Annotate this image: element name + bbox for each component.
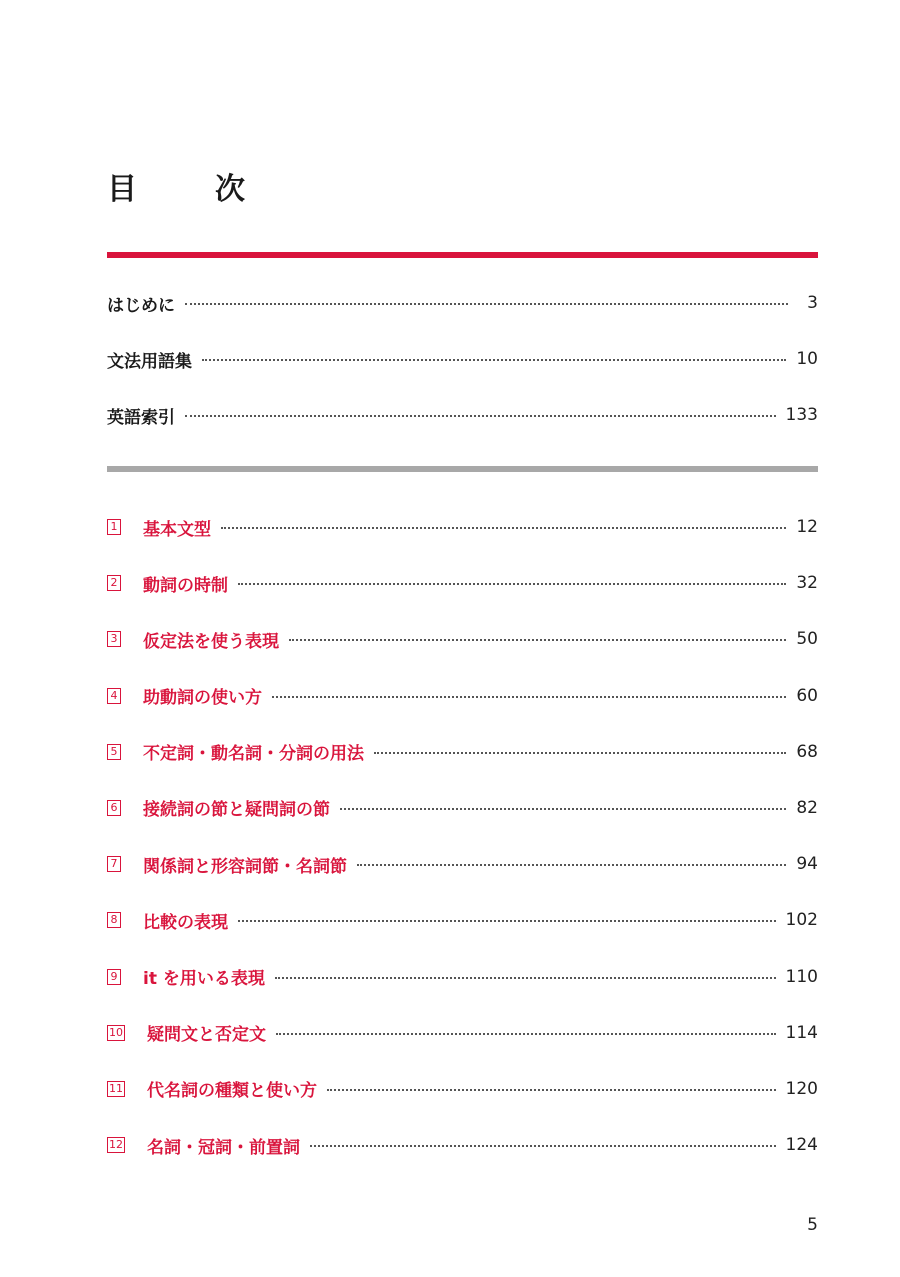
toc-entry-label: 文法用語集 xyxy=(107,351,192,372)
chapter-page: 12 xyxy=(796,517,818,537)
chapter-number-badge: 12 xyxy=(109,1138,123,1152)
chapter-title: 比較の表現 xyxy=(143,912,228,933)
chapter-number-badge: 3 xyxy=(107,631,121,647)
chapter-title: 動詞の時制 xyxy=(143,575,228,596)
dot-leader xyxy=(238,920,776,922)
toc-entry[interactable] xyxy=(107,343,818,375)
dot-leader xyxy=(275,977,776,979)
chapter-page: 114 xyxy=(785,1022,818,1043)
dot-leader xyxy=(340,808,786,810)
chapter-entry[interactable] xyxy=(107,792,818,824)
dot-leader xyxy=(185,415,776,417)
toc-entry-label: 英語索引 xyxy=(107,407,175,428)
chapter-entry[interactable] xyxy=(107,961,818,993)
front-matter-list xyxy=(107,287,818,455)
chapter-number-badge: 1 xyxy=(107,519,121,535)
chapter-number-badge: 5 xyxy=(107,744,121,760)
chapter-entry[interactable] xyxy=(107,1017,818,1049)
chapter-number-badge: 2 xyxy=(107,575,121,591)
dot-leader xyxy=(357,864,786,866)
chapter-number-badge: 10 xyxy=(109,1025,123,1039)
chapter-page: 102 xyxy=(785,910,818,931)
toc-entry[interactable] xyxy=(107,287,818,319)
chapter-page: 32 xyxy=(796,573,818,594)
chapter-page: 68 xyxy=(796,741,818,762)
chapter-title: 基本文型 xyxy=(143,519,211,540)
toc-entry-page: 133 xyxy=(785,405,818,425)
chapter-entry[interactable] xyxy=(107,904,818,936)
dot-leader xyxy=(185,303,788,305)
chapter-page: 60 xyxy=(796,685,818,706)
chapter-number-badge: 11 xyxy=(109,1081,123,1095)
page-number: 5 xyxy=(807,1215,818,1235)
chapter-title: 接続詞の節と疑問詞の節 xyxy=(143,800,330,821)
toc-entry-page: 10 xyxy=(796,349,818,369)
chapter-page: 124 xyxy=(785,1135,818,1156)
chapter-page: 120 xyxy=(785,1078,818,1099)
dot-leader xyxy=(374,752,786,754)
chapter-entry[interactable] xyxy=(107,623,818,655)
chapter-number-badge: 6 xyxy=(107,800,121,816)
toc-entry-page: 3 xyxy=(807,293,818,313)
chapter-number-badge: 8 xyxy=(107,912,121,928)
chapter-number-badge: 9 xyxy=(107,969,121,985)
chapter-title: 疑問文と否定文 xyxy=(147,1025,266,1046)
dot-leader xyxy=(289,639,786,641)
dot-leader xyxy=(221,527,786,529)
chapter-entry[interactable] xyxy=(107,848,818,880)
chapter-title: 助動詞の使い方 xyxy=(143,688,262,709)
dot-leader xyxy=(202,359,786,361)
chapter-number-badge: 4 xyxy=(107,688,121,704)
chapter-entry[interactable] xyxy=(107,567,818,599)
chapter-page: 94 xyxy=(796,854,818,875)
chapter-title: it を用いる表現 xyxy=(143,969,265,989)
dot-leader xyxy=(310,1145,776,1147)
chapter-title: 不定詞・動名詞・分詞の用法 xyxy=(143,744,364,765)
chapter-page: 110 xyxy=(785,966,818,987)
chapter-entry[interactable] xyxy=(107,680,818,712)
dot-leader xyxy=(272,696,786,698)
chapter-title: 関係詞と形容詞節・名詞節 xyxy=(143,856,347,877)
chapter-entry[interactable] xyxy=(107,1073,818,1105)
chapter-entry[interactable] xyxy=(107,1129,818,1161)
chapter-title: 名詞・冠詞・前置詞 xyxy=(147,1137,300,1158)
section-divider xyxy=(107,466,818,472)
toc-entry[interactable] xyxy=(107,399,818,431)
chapter-page: 50 xyxy=(796,629,818,650)
chapter-number-badge: 7 xyxy=(107,856,121,872)
chapter-entry[interactable] xyxy=(107,511,818,543)
toc-entry-label: はじめに xyxy=(107,295,175,316)
dot-leader xyxy=(327,1089,776,1091)
chapter-title: 代名詞の種類と使い方 xyxy=(147,1081,317,1102)
chapter-entry[interactable] xyxy=(107,736,818,768)
chapter-page: 82 xyxy=(796,797,818,818)
dot-leader xyxy=(238,583,786,585)
chapter-title: 仮定法を使う表現 xyxy=(143,631,279,652)
dot-leader xyxy=(276,1033,776,1035)
chapter-list xyxy=(107,511,818,1185)
title-divider xyxy=(107,252,818,258)
page-title: 目 次 xyxy=(107,172,269,207)
